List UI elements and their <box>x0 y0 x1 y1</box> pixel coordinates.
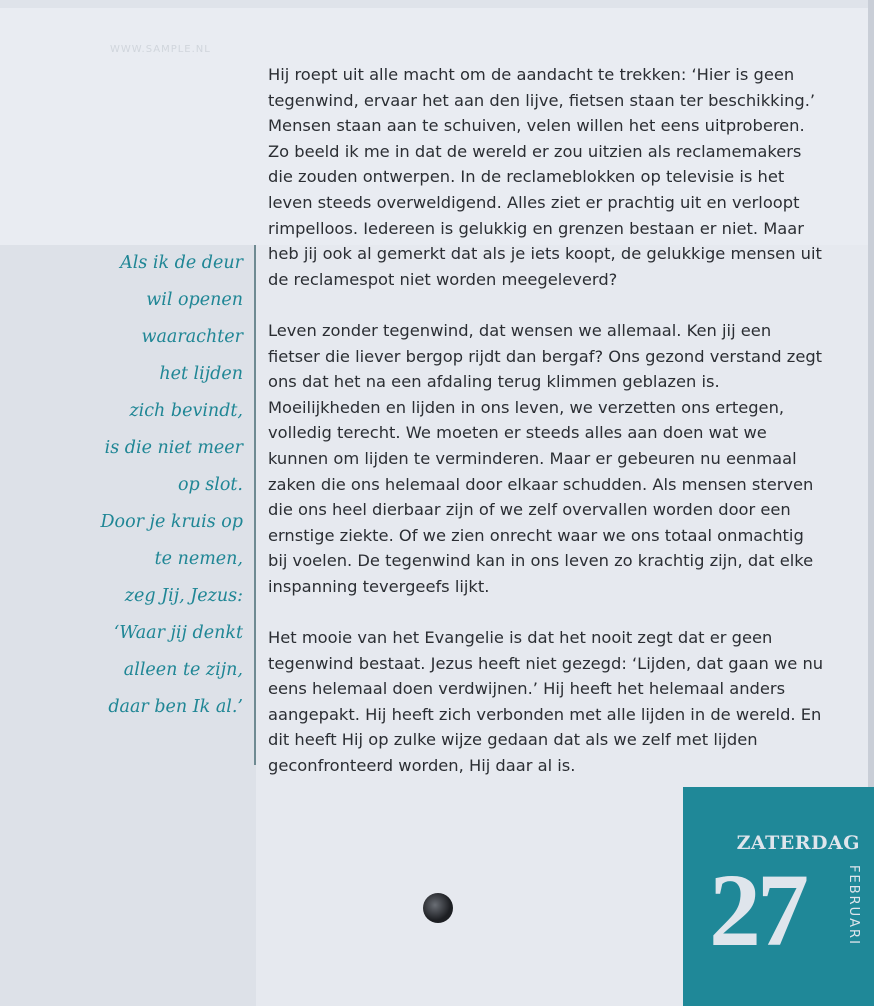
quote-line: Door je kruis op <box>100 512 243 532</box>
quote-line: zich bevindt, <box>129 401 243 421</box>
binding-hole <box>423 893 453 923</box>
quote-line: zeg Jij, Jezus: <box>124 586 243 606</box>
quote-line: Als ik de deur <box>120 253 243 273</box>
paragraph: Het mooie van het Evangelie is dat het nooit zegt dat er geen tegenwind bestaat. Jezus heeft niet gezegd: ‘Lijden, dat gaan we nu eens helemaal doen verdwijnen.’ Hij heeft het helemaal anders aangepakt. Hij heeft zich verbonden met alle lijden in de wereld. En dit heeft Hij op zulke wijze gedaan dat als we zelf met lijden geconfronteerd worden, Hij daar al is. <box>268 628 824 776</box>
paragraph: Leven zonder tegenwind, dat wensen we allemaal. Ken jij een fietser die liever bergop rijdt dan bergaf? Ons gezond verstand zegt ons dat het na een afdaling terug klimmen geblazen is. Moeilijkheden en lijden in ons leven, we verzetten ons ertegen, volledig terecht. We moeten er steeds alles aan doen wat we kunnen om lijden te verminderen. Maar er gebeuren nu eenmaal zaken die ons helemaal door elkaar schudden. Als mensen sterven die ons heel dierbaar zijn of we zelf overvallen worden door een ernstige ziekte. Of we zien onrecht waar we ons totaal onmachtig bij voelen. De tegenwind kan in ons leven zo krachtig zijn, dat elke inspanning tevergeefs lijkt. <box>268 320 823 596</box>
body-text <box>268 62 828 804</box>
quote-line: op slot. <box>177 475 243 495</box>
pull-quote <box>20 245 243 726</box>
quote-line: waarachter <box>141 327 243 347</box>
quote-line: ‘Waar jij denkt <box>113 623 243 643</box>
page-top-edge <box>0 0 874 8</box>
quote-line: is die niet meer <box>104 438 243 458</box>
quote-line: alleen te zijn, <box>123 660 243 680</box>
day-number: 27 <box>709 853 805 968</box>
date-box <box>683 787 874 1006</box>
quote-line: daar ben Ik al.’ <box>108 697 243 717</box>
vertical-divider <box>254 245 256 765</box>
month-label: FEBRUARI <box>846 865 861 946</box>
show-through-text: WWW.SAMPLE.NL <box>110 44 211 55</box>
quote-line: wil openen <box>146 290 243 310</box>
quote-line: te nemen, <box>154 549 243 569</box>
quote-line: het lijden <box>159 364 243 384</box>
weekday-label: ZATERDAG <box>736 832 860 854</box>
paragraph: Hij roept uit alle macht om de aandacht te trekken: ‘Hier is geen tegenwind, ervaar het aan den lijve, fietsen staan ter beschikking.’ Mensen staan aan te schuiven, velen willen het eens uitproberen. Zo beeld ik me in dat de wereld er zou uitzien als reclamemakers die zouden ontwerpen. In de reclameblokken op televisie is het leven steeds overweldigend. Alles ziet er prachtig uit en verloopt rimpelloos. Iedereen is gelukkig en grenzen bestaan er niet. Maar heb jij ook al gemerkt dat als je iets koopt, de gelukkige mensen uit de reclamespot niet worden meegeleverd? <box>268 65 822 289</box>
